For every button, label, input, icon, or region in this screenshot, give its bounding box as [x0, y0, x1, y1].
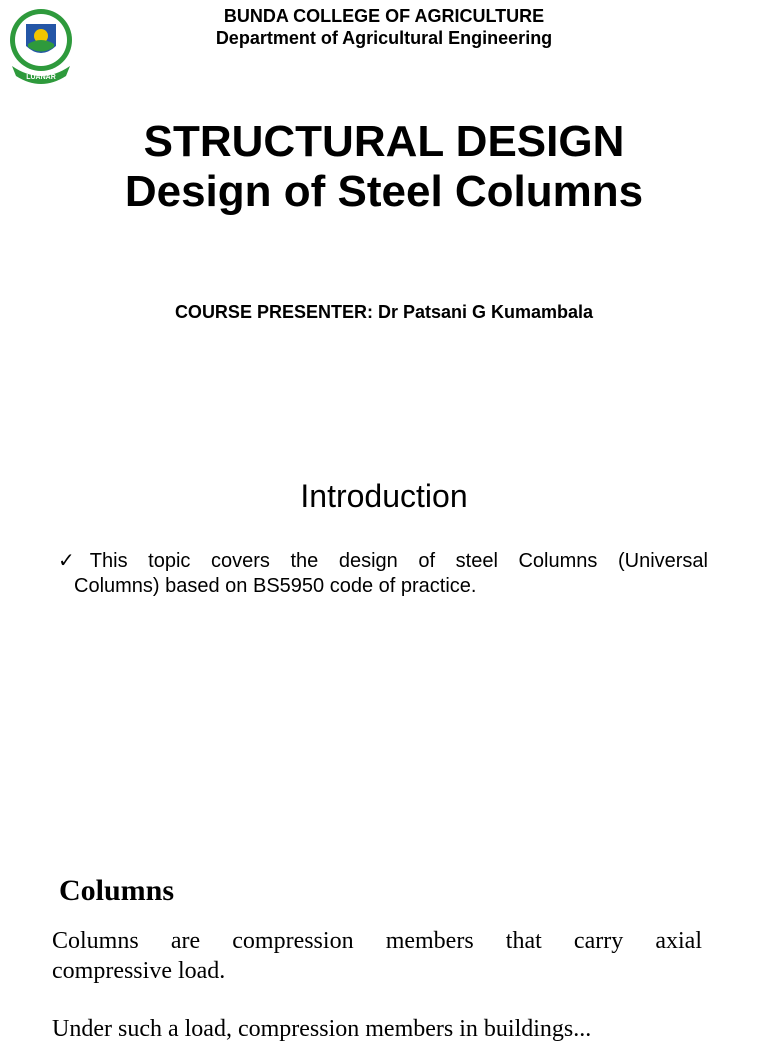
slide-subtitle: Design of Steel Columns: [124, 167, 644, 216]
logo-banner-text: LUANAR: [26, 74, 56, 81]
introduction-heading: Introduction: [300, 478, 468, 514]
course-presenter: COURSE PRESENTER: Dr Patsani G Kumambala: [174, 302, 594, 322]
checkmark-icon: ✓: [58, 550, 90, 572]
introduction-bullet: [58, 549, 708, 599]
columns-paragraph: [52, 926, 702, 986]
bullet-line-1: ✓This topic covers the design of steel Columns (Universal: [58, 550, 708, 572]
columns-paragraph-line-2: compressive load.: [52, 958, 226, 984]
columns-paragraph-line-1: Columns are compression members that carry axial: [52, 928, 702, 954]
slide-title: STRUCTURAL DESIGN: [143, 117, 625, 166]
department-name: Department of Agricultural Engineering: [215, 28, 553, 48]
columns-heading: Columns: [59, 874, 175, 907]
truncated-next-line: Under such a load, compression members in buildings...: [52, 1016, 592, 1042]
institution-name: BUNDA COLLEGE OF AGRICULTURE: [223, 6, 545, 26]
bullet-line-2: Columns) based on BS5950 code of practice.: [74, 575, 477, 597]
